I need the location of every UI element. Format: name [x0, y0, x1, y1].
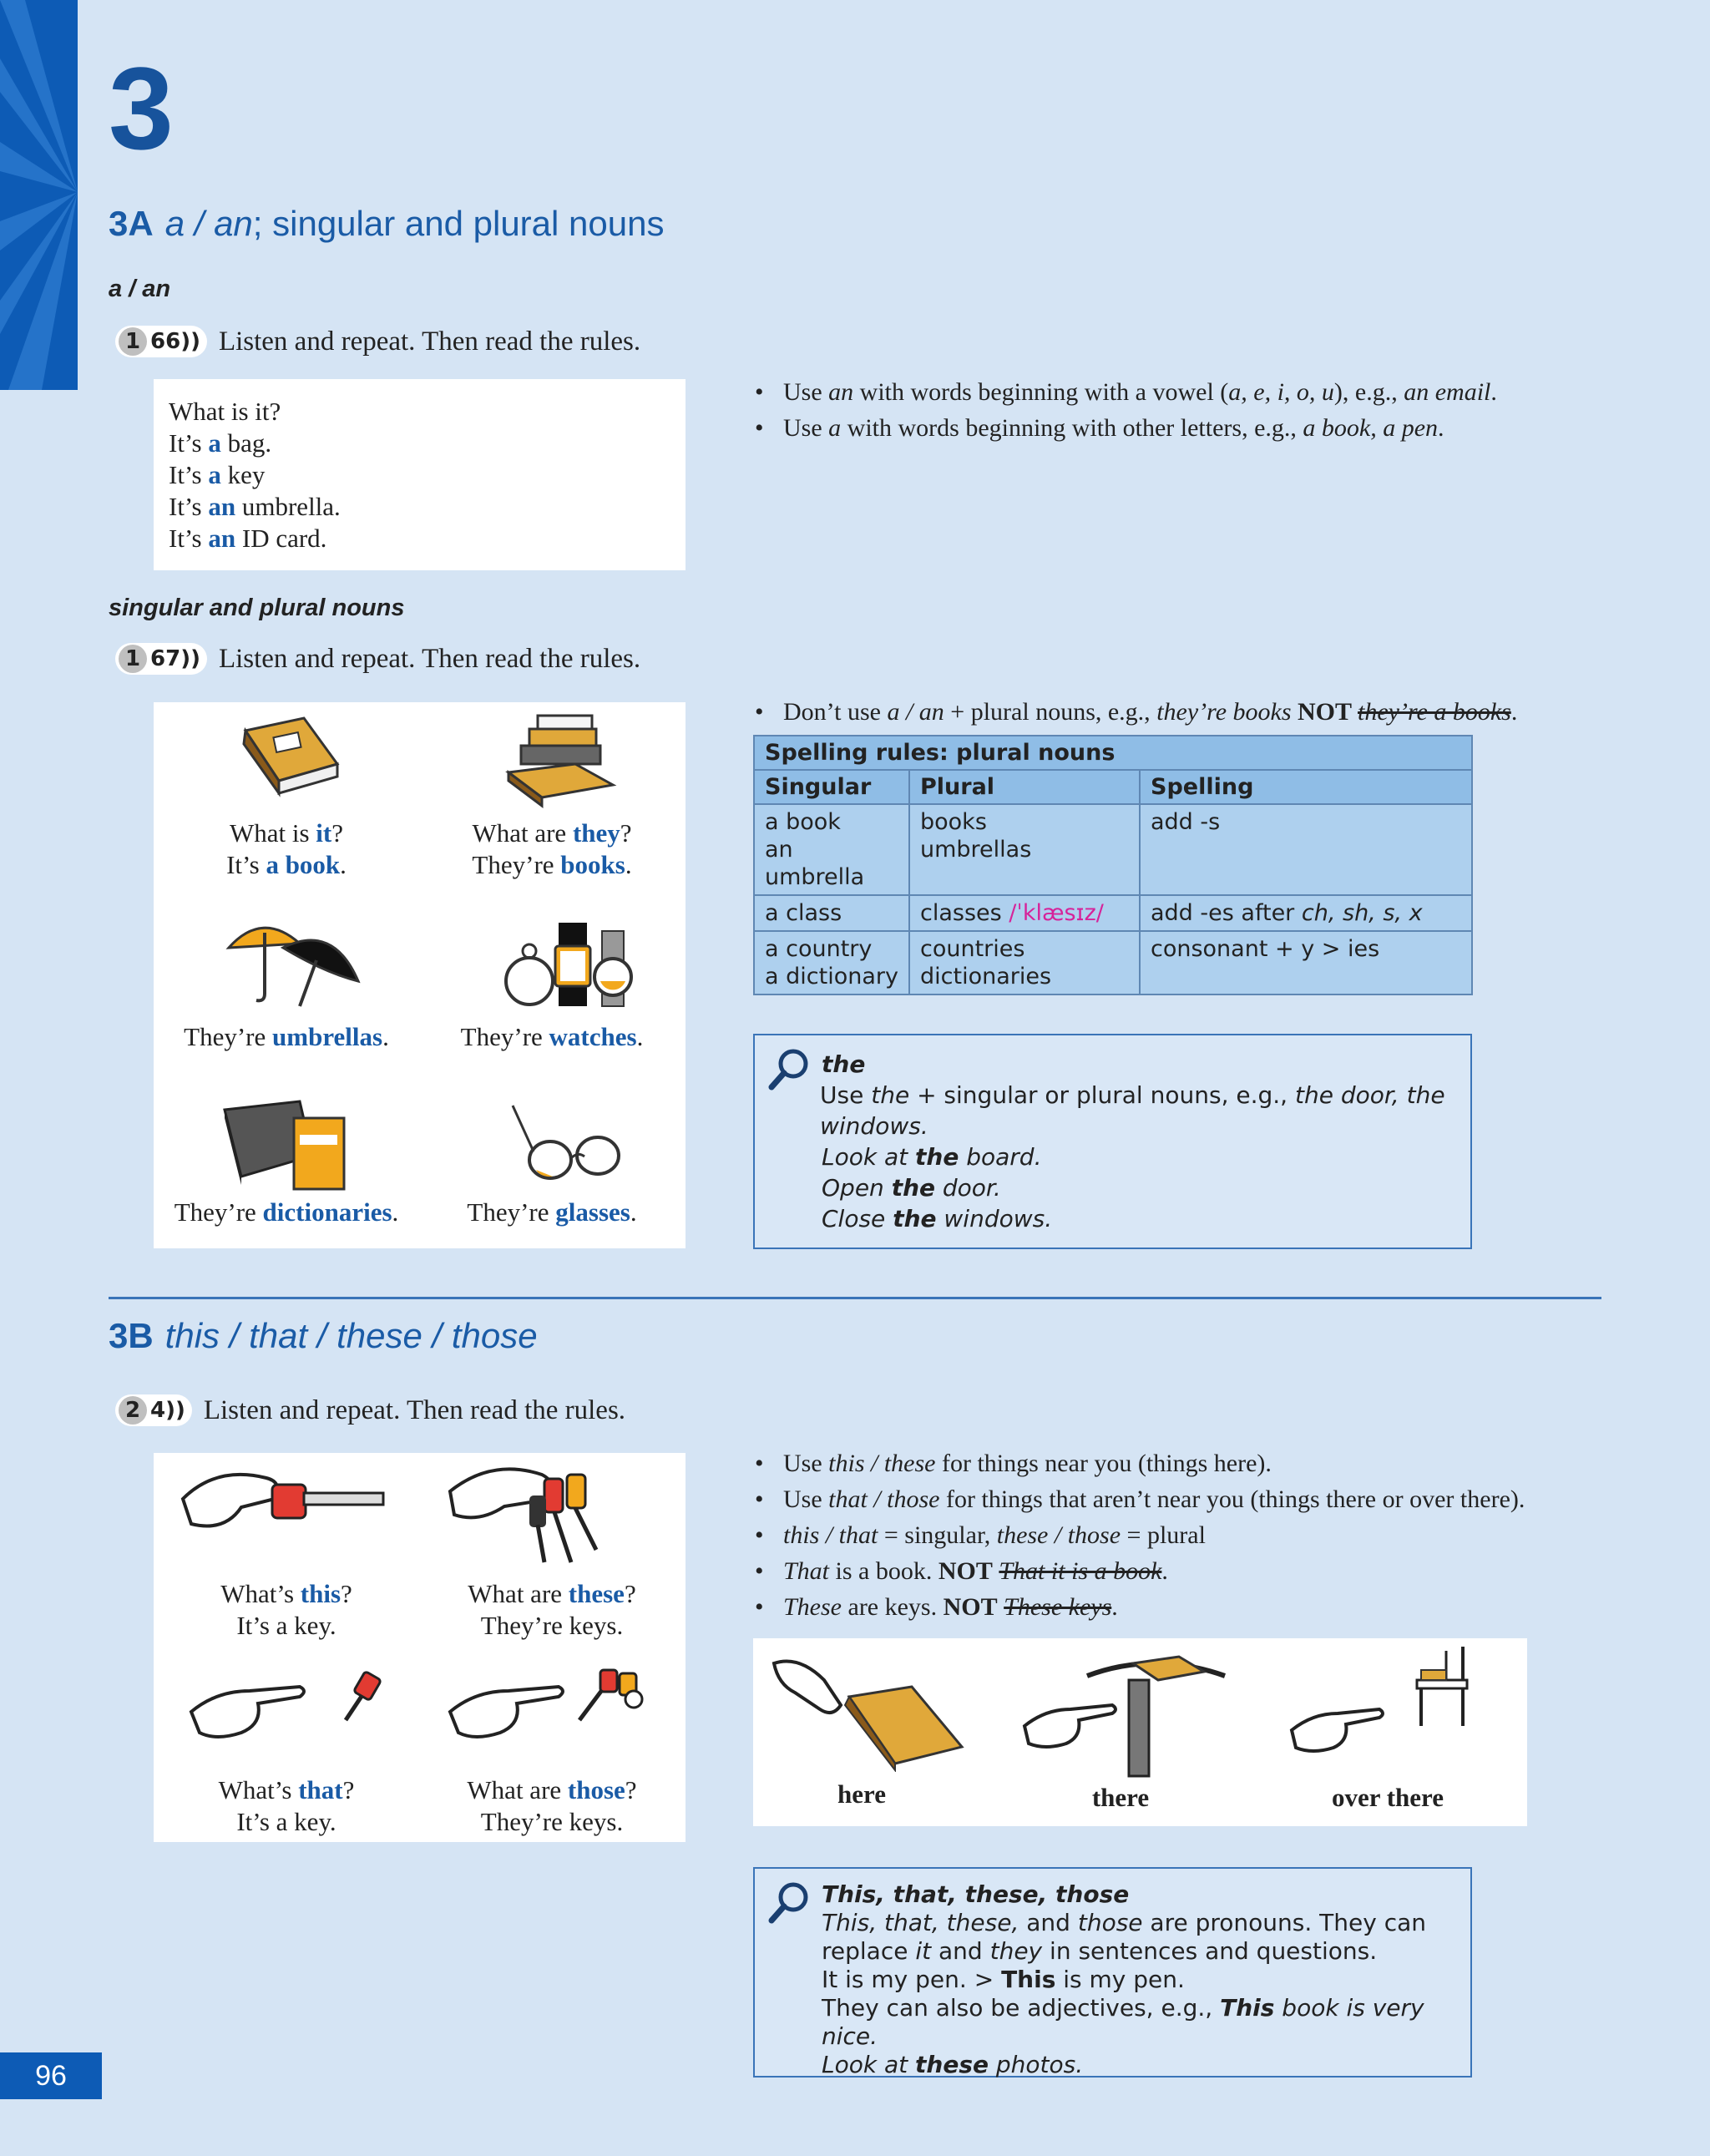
umbrellas-icon	[225, 914, 367, 1015]
rule-item: • Use that / those for things that aren’t near you (things there or over there).	[751, 1481, 1525, 1517]
cell: a book an umbrella	[754, 804, 909, 895]
note-text: the Use the + singular or plural nouns, e.g., the door, the windows. Look at the board. Open the door. Close the windows.	[822, 1049, 1456, 1234]
cd-disc-icon: 1	[119, 327, 147, 356]
cell: books umbrellas	[909, 804, 1140, 895]
example-line: It’s an ID card.	[169, 524, 327, 553]
cell: a country a dictionary	[754, 931, 909, 994]
track-number: 4	[150, 1398, 166, 1423]
spelling-rules-table	[753, 735, 1473, 995]
rule-item: • Use an with words beginning with a vowel (a, e, i, o, u), e.g., an email.	[751, 374, 1497, 410]
ipa-pronunciation: /ˈklæsɪz/	[1001, 900, 1104, 926]
pointing-at-key-icon	[187, 1666, 396, 1758]
note-title: This, that, these, those	[822, 1880, 1130, 1908]
book-icon	[229, 714, 346, 806]
book-here-icon	[770, 1647, 970, 1772]
sound-waves-icon: ))	[180, 646, 200, 671]
audio-track-67[interactable]	[115, 643, 640, 675]
caption: What is it? It’s a book.	[226, 818, 347, 879]
dictionaries-icon	[220, 1093, 362, 1193]
noun-pictures-box	[154, 702, 686, 1248]
cell: add -s	[1140, 804, 1472, 895]
sound-waves-icon: ))	[165, 1398, 185, 1423]
distance-label: here	[837, 1779, 886, 1809]
sound-waves-icon: ))	[180, 329, 200, 354]
book-there-icon	[1020, 1647, 1237, 1780]
instruction-text: Listen and repeat. Then read the rules.	[203, 1394, 626, 1425]
rule-item: • this / that = singular, these / those = plural	[751, 1517, 1525, 1553]
section-code: 3A	[109, 204, 154, 243]
track-number: 66	[150, 329, 181, 354]
table-title: Spelling rules: plural nouns	[754, 736, 1472, 770]
cell: classes /ˈklæsɪz/	[909, 895, 1140, 931]
example-lines	[169, 396, 341, 554]
sunburst-decoration-icon	[0, 0, 78, 390]
caption: They’re glasses.	[467, 1197, 637, 1227]
caption: They’re umbrellas.	[184, 1022, 389, 1051]
hand-holding-keys-icon	[446, 1458, 646, 1566]
rules-demonstratives	[751, 1445, 1525, 1625]
instruction-text: Listen and repeat. Then read the rules.	[218, 643, 641, 674]
example-line: It’s an umbrella.	[169, 492, 341, 521]
note-title: the	[822, 1050, 866, 1078]
caption: What’s that? It’s a key.	[218, 1775, 355, 1836]
section-code: 3B	[109, 1316, 154, 1355]
cd-disc-icon: 2	[119, 1396, 147, 1425]
hand-holding-key-icon	[179, 1461, 387, 1553]
distance-label: there	[1091, 1783, 1150, 1812]
note-text: This, that, these, those This, that, these, and those are pronouns. They can replace it and they in sentences and questions. It is my pen. > This is my pen. They can also be adjectives, e.g., This book is very nice. Look at these photos.	[822, 1880, 1456, 2079]
table-row	[754, 804, 1472, 895]
books-icon	[496, 714, 621, 810]
caption: They’re dictionaries.	[174, 1197, 399, 1227]
audio-badge[interactable]	[115, 326, 207, 357]
table-row	[754, 895, 1472, 931]
section-3a-heading	[109, 204, 664, 244]
magnifier-icon	[766, 1880, 812, 1926]
cd-disc-icon: 1	[119, 645, 147, 673]
section-title-italic: a / an	[164, 204, 253, 243]
rules-a-an	[751, 374, 1497, 446]
rule-item: • These are keys. NOT These keys.	[751, 1589, 1525, 1625]
section-title-italic: this / that / these / those	[164, 1316, 538, 1355]
glasses-icon	[504, 1101, 638, 1193]
caption: What are they? They’re books.	[472, 818, 632, 879]
audio-track-4[interactable]	[115, 1394, 625, 1426]
rule-item: • Use this / these for things near you (things here).	[751, 1445, 1525, 1481]
caption: What’s this? It’s a key.	[220, 1579, 352, 1640]
note-box-demonstratives	[753, 1867, 1472, 2078]
table-row	[754, 931, 1472, 994]
example-box-a-an	[154, 379, 686, 570]
note-box-the	[753, 1034, 1472, 1249]
subheading-a-an: a / an	[109, 276, 171, 302]
section-3b-heading	[109, 1316, 538, 1356]
caption: What are those? They’re keys.	[467, 1775, 637, 1836]
distance-illustration-box	[753, 1638, 1527, 1826]
example-line: It’s a key	[169, 460, 266, 489]
magnifier-icon	[766, 1047, 812, 1092]
chapter-number: 3	[109, 43, 174, 174]
subheading-nouns: singular and plural nouns	[109, 595, 405, 621]
col-header: Plural	[909, 770, 1140, 804]
rule-item: • Use a with words beginning with other letters, e.g., a book, a pen.	[751, 410, 1497, 446]
page-number: 96	[0, 2052, 102, 2099]
watches-icon	[500, 914, 642, 1015]
audio-badge[interactable]	[115, 643, 207, 675]
cell: a class	[754, 895, 909, 931]
cell: add -es after ch, sh, s, x	[1140, 895, 1472, 931]
instruction-text: Listen and repeat. Then read the rules.	[218, 326, 641, 357]
audio-badge[interactable]	[115, 1394, 192, 1426]
rule-item: • That is a book. NOT That it is a book.	[751, 1553, 1525, 1589]
col-header: Spelling	[1140, 770, 1472, 804]
section-title-rest: ; singular and plural nouns	[252, 204, 665, 243]
example-line: It’s a bag.	[169, 428, 272, 458]
pointing-at-keys-icon	[446, 1662, 655, 1762]
caption: They’re watches.	[460, 1022, 644, 1051]
demonstrative-pictures-box	[154, 1453, 686, 1842]
book-over-there-icon	[1288, 1647, 1505, 1780]
col-header: Singular	[754, 770, 909, 804]
cell: consonant + y > ies	[1140, 931, 1472, 994]
audio-track-66[interactable]	[115, 326, 640, 357]
chapter-side-band	[0, 0, 78, 390]
distance-label: over there	[1332, 1783, 1444, 1812]
section-divider	[109, 1297, 1601, 1299]
caption: What are these? They’re keys.	[468, 1579, 636, 1640]
example-line: What is it?	[169, 397, 281, 426]
rule-item: • Don’t use a / an + plural nouns, e.g., they’re books NOT they’re a books.	[751, 694, 1517, 730]
cell: countries dictionaries	[909, 931, 1140, 994]
track-number: 67	[150, 646, 181, 671]
rule-plural	[751, 694, 1517, 730]
